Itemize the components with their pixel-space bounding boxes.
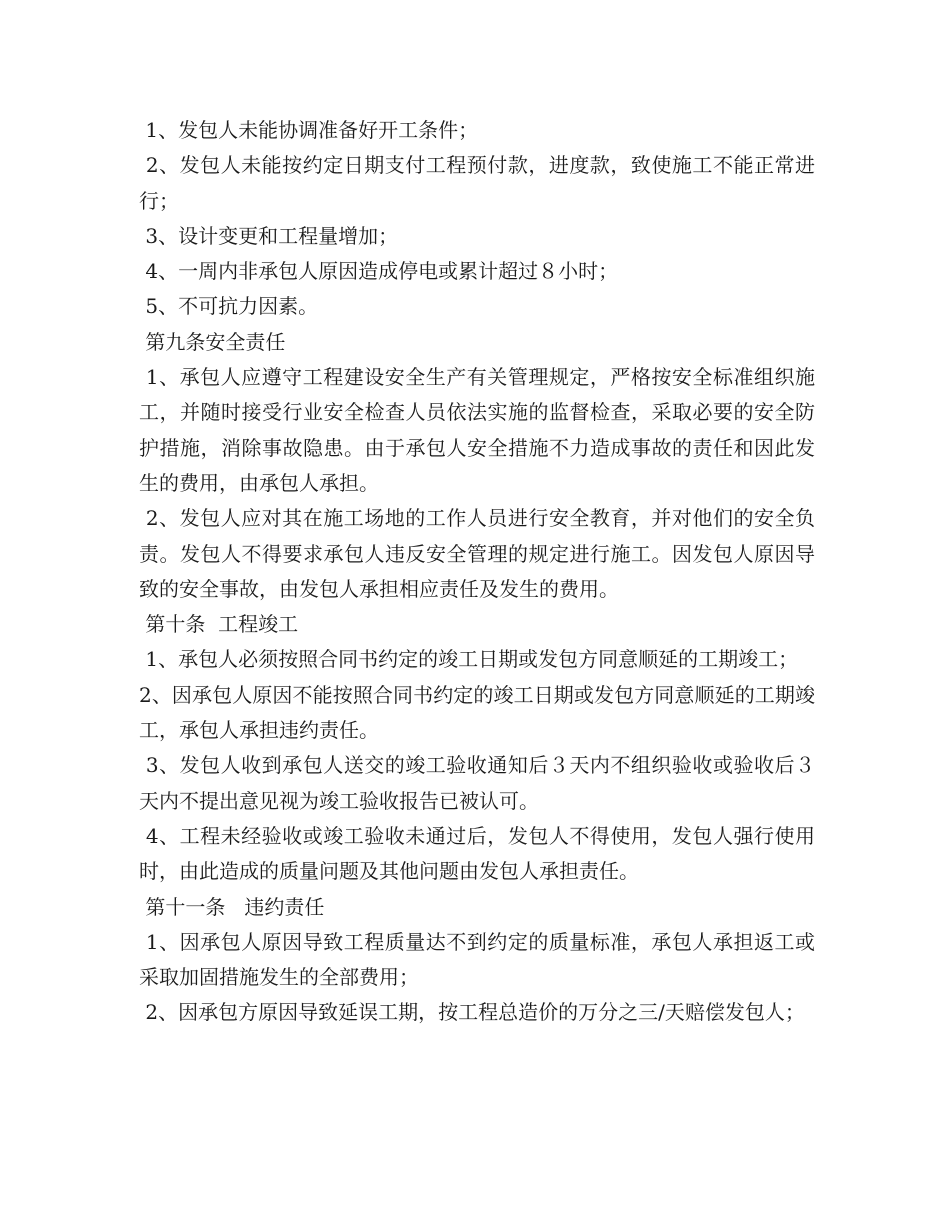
paragraph-delay-cause-4: 4、一周内非承包人原因造成停电或累计超过８小时； <box>139 259 619 284</box>
paragraph-completion-4: 4、工程未经验收或竣工验收未通过后，发包人不得使用，发包人强行使用时，由此造成的质量问题及其他问题由发包人承担责任。 <box>139 823 815 884</box>
paragraph-delay-cause-5: 5、不可抗力因素。 <box>139 294 319 319</box>
paragraph-completion-2: 2、因承包人原因不能按照合同书约定的竣工日期或发包方同意顺延的工期竣工，承包人承担违约责任。 <box>139 682 815 743</box>
section-heading-article-10: 第十条 工程竣工 <box>139 612 299 637</box>
document-body <box>139 113 815 1031</box>
paragraph-liability-1: 1、因承包人原因导致工程质量达不到约定的质量标准，承包人承担返工或采取加固措施发生的全部费用； <box>139 929 815 990</box>
paragraph-delay-cause-3: 3、设计变更和工程量增加； <box>139 223 399 248</box>
section-heading-article-9: 第九条安全责任 <box>139 329 286 354</box>
paragraph-safety-1: 1、承包人应遵守工程建设安全生产有关管理规定，严格按安全标准组织施工，并随时接受行业安全检查人员依法实施的监督检查，采取必要的安全防护措施，消除事故隐患。由于承包人安全措施不力造成事故的责任和因此发生的费用，由承包人承担。 <box>139 365 815 495</box>
paragraph-safety-2: 2、发包人应对其在施工场地的工作人员进行安全教育，并对他们的安全负责。发包人不得要求承包人违反安全管理的规定进行施工。因发包人原因导致的安全事故，由发包人承担相应责任及发生的费用。 <box>139 506 815 601</box>
paragraph-completion-3: 3、发包人收到承包人送交的竣工验收通知后３天内不组织验收或验收后３天内不提出意见视为竣工验收报告已被认可。 <box>139 753 815 813</box>
paragraph-completion-1: 1、承包人必须按照合同书约定的竣工日期或发包方同意顺延的工期竣工； <box>139 647 799 672</box>
section-heading-article-11: 第十一条 违约责任 <box>139 894 325 919</box>
paragraph-delay-cause-2: 2、发包人未能按约定日期支付工程预付款，进度款，致使施工不能正常进行； <box>139 153 815 213</box>
paragraph-liability-2: 2、因承包方原因导致延误工期，按工程总造价的万分之三/天赔偿发包人； <box>139 1000 805 1025</box>
paragraph-delay-cause-1: 1、发包人未能协调准备好开工条件； <box>139 118 479 142</box>
